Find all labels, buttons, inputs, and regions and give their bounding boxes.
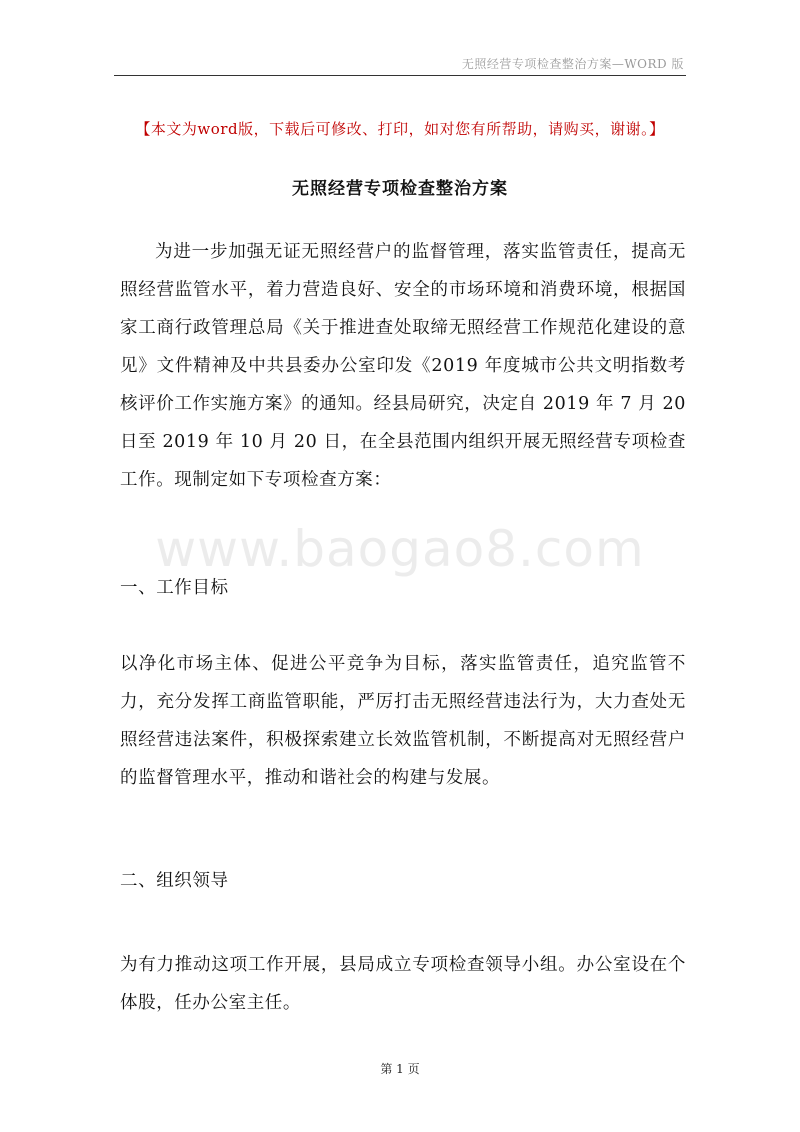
document-title: 无照经营专项检查整治方案 <box>292 179 508 199</box>
intro-paragraph: 为进一步加强无证无照经营户的监督管理，落实监管责任，提高无照经营监管水平，着力营造良好、安全的市场环境和消费环境，根据国家工商行政管理总局《关于推进查处取缔无照经营工作规范化建设的意见》文件精神及中共县委办公室印发《2019 年度城市公共文明指数考核评价工作实施方案》的通知。经县局研究，决定自 2019 年 7 月 20 日至 2019 年 10 月 20 日，在全县范围内组织开展无照经营专项检查工作。现制定如下专项检查方案： <box>120 242 686 490</box>
page-number: 第 1 页 <box>380 1062 420 1076</box>
page-header: 无照经营专项检查整治方案—WORD 版 <box>461 57 684 71</box>
header-divider <box>114 75 686 76</box>
section-heading-organization: 二、组织领导 <box>120 871 229 891</box>
section-heading-goals: 一、工作目标 <box>120 578 229 598</box>
download-notice: 【本文为word版，下载后可修改、打印，如对您有所帮助，请购买，谢谢。】 <box>135 120 665 138</box>
watermark: www.baogao8.com <box>155 520 645 578</box>
section-body-organization: 为有力推动这项工作开展，县局成立专项检查领导小组。办公室设在个体股，任办公室主任。 <box>120 955 686 1013</box>
section-body-goals: 以净化市场主体、促进公平竞争为目标，落实监管责任，追究监管不力，充分发挥工商监管职能，严厉打击无照经营违法行为，大力查处无照经营违法案件，积极探索建立长效监管机制，不断提高对无照经营户的监督管理水平，推动和谐社会的构建与发展。 <box>120 654 686 788</box>
